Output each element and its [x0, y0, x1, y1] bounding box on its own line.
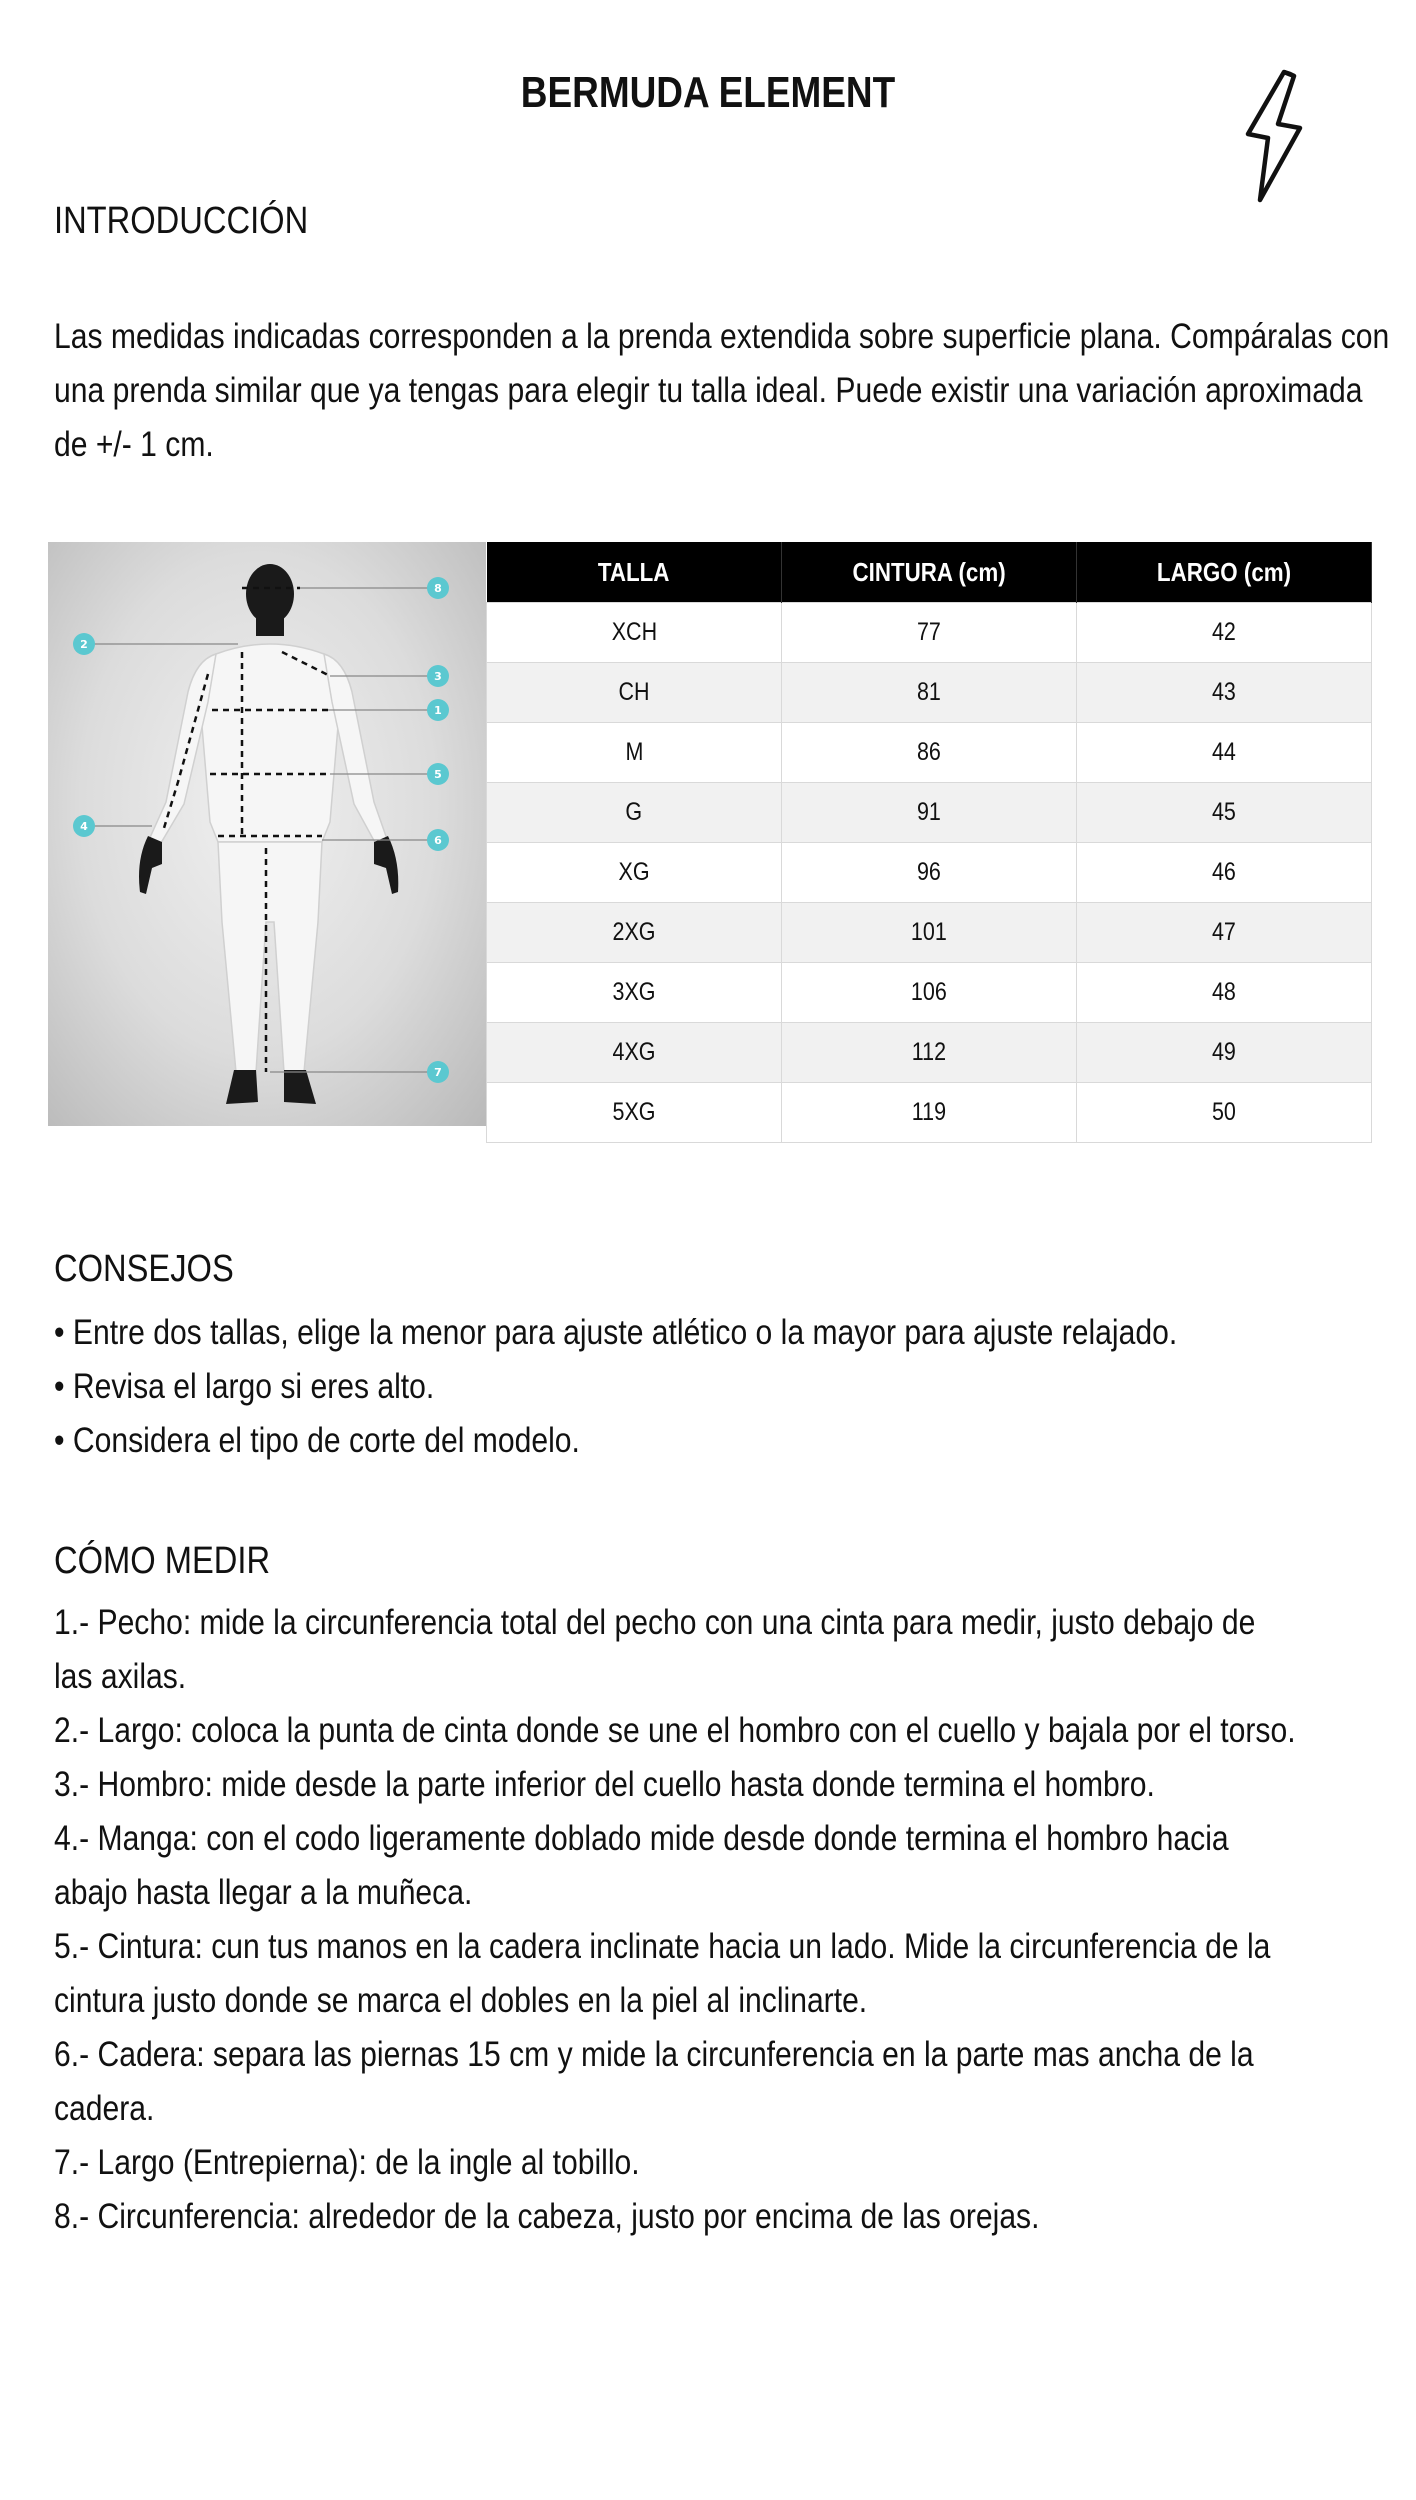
list-item: 2.- Largo: coloca la punta de cinta donde se une el hombro con el cuello y bajala por el torso. — [54, 1711, 1296, 1750]
lightning-bolt-icon — [1238, 66, 1310, 206]
column-header-largo: LARGO (cm) — [1077, 542, 1372, 603]
marker-label: 6 — [434, 834, 442, 847]
cell-largo: 47 — [1077, 903, 1372, 963]
cell-talla: CH — [487, 663, 782, 723]
table-row — [487, 663, 1372, 723]
intro-heading: INTRODUCCIÓN — [54, 200, 309, 242]
cell-talla: 2XG — [487, 903, 782, 963]
cell-cintura: 101 — [782, 903, 1077, 963]
list-item: 7.- Largo (Entrepierna): de la ingle al tobillo. — [54, 2143, 640, 2182]
table-row — [487, 723, 1372, 783]
list-item: 3.- Hombro: mide desde la parte inferior del cuello hasta donde termina el hombro. — [54, 1765, 1155, 1804]
cell-cintura: 91 — [782, 783, 1077, 843]
list-item: • Considera el tipo de corte del modelo. — [54, 1421, 580, 1460]
consejos-heading: CONSEJOS — [54, 1248, 234, 1290]
table-row — [487, 1023, 1372, 1083]
marker-7-icon — [427, 1061, 449, 1083]
cell-cintura: 86 — [782, 723, 1077, 783]
marker-label: 3 — [434, 670, 442, 683]
cell-largo: 46 — [1077, 843, 1372, 903]
marker-2-icon — [73, 633, 95, 655]
cell-cintura: 96 — [782, 843, 1077, 903]
intro-paragraph — [54, 310, 1396, 472]
marker-label: 5 — [434, 768, 442, 781]
cell-cintura: 77 — [782, 603, 1077, 663]
cell-largo: 49 — [1077, 1023, 1372, 1083]
marker-label: 7 — [434, 1066, 442, 1079]
list-item: cintura justo donde se marca el dobles en la piel al inclinarte. — [54, 1981, 868, 2020]
cell-cintura: 106 — [782, 963, 1077, 1023]
cell-talla: 4XG — [487, 1023, 782, 1083]
intro-line: Las medidas indicadas corresponden a la prenda extendida sobre superficie plana. Compáralas con — [54, 317, 1390, 356]
list-item: • Entre dos tallas, elige la menor para ajuste atlético o la mayor para ajuste relajado. — [54, 1313, 1178, 1352]
list-item: las axilas. — [54, 1657, 187, 1696]
cell-talla: G — [487, 783, 782, 843]
marker-1-icon — [427, 699, 449, 721]
table-row — [487, 1083, 1372, 1143]
cell-cintura: 81 — [782, 663, 1077, 723]
intro-line: una prenda similar que ya tengas para elegir tu talla ideal. Puede existir una variación aproximada — [54, 371, 1363, 410]
marker-6-icon — [427, 829, 449, 851]
intro-line: de +/- 1 cm. — [54, 425, 214, 464]
cell-largo: 50 — [1077, 1083, 1372, 1143]
mannequin-head — [246, 564, 294, 624]
marker-3-icon — [427, 665, 449, 687]
cell-talla: 5XG — [487, 1083, 782, 1143]
table-row — [487, 843, 1372, 903]
list-item: 8.- Circunferencia: alrededor de la cabeza, justo por encima de las orejas. — [54, 2197, 1040, 2236]
como-medir-heading: CÓMO MEDIR — [54, 1540, 271, 1582]
cell-cintura: 112 — [782, 1023, 1077, 1083]
table-header-row — [487, 542, 1372, 603]
table-row — [487, 963, 1372, 1023]
cell-largo: 42 — [1077, 603, 1372, 663]
list-item: 6.- Cadera: separa las piernas 15 cm y mide la circunferencia en la parte mas ancha de la — [54, 2035, 1254, 2074]
cell-largo: 45 — [1077, 783, 1372, 843]
cell-talla: M — [487, 723, 782, 783]
list-item: 1.- Pecho: mide la circunferencia total del pecho con una cinta para medir, justo debajo de — [54, 1603, 1256, 1642]
list-item: cadera. — [54, 2089, 155, 2128]
consejos-list — [54, 1306, 1396, 1468]
cell-largo: 43 — [1077, 663, 1372, 723]
mannequin-body — [200, 644, 340, 842]
marker-5-icon — [427, 763, 449, 785]
mannequin-figure — [48, 542, 486, 1126]
marker-label: 8 — [434, 582, 442, 595]
cell-largo: 48 — [1077, 963, 1372, 1023]
column-header-talla: TALLA — [487, 542, 782, 603]
marker-8-icon — [427, 577, 449, 599]
cell-cintura: 119 — [782, 1083, 1077, 1143]
list-item: abajo hasta llegar a la muñeca. — [54, 1873, 473, 1912]
list-item: 4.- Manga: con el codo ligeramente doblado mide desde donde termina el hombro hacia — [54, 1819, 1229, 1858]
cell-talla: 3XG — [487, 963, 782, 1023]
page-title: BERMUDA ELEMENT — [520, 68, 896, 117]
cell-talla: XG — [487, 843, 782, 903]
marker-label: 1 — [434, 704, 442, 717]
list-item: • Revisa el largo si eres alto. — [54, 1367, 435, 1406]
cell-talla: XCH — [487, 603, 782, 663]
marker-label: 2 — [80, 638, 88, 651]
table-row — [487, 603, 1372, 663]
column-header-cintura: CINTURA (cm) — [782, 542, 1077, 603]
marker-label: 4 — [80, 820, 88, 833]
size-table — [486, 542, 1372, 1143]
list-item: 5.- Cintura: cun tus manos en la cadera inclinate hacia un lado. Mide la circunferencia de la — [54, 1927, 1271, 1966]
cell-largo: 44 — [1077, 723, 1372, 783]
table-row — [487, 903, 1372, 963]
marker-4-icon — [73, 815, 95, 837]
table-row — [487, 783, 1372, 843]
como-medir-list — [54, 1596, 1396, 2244]
